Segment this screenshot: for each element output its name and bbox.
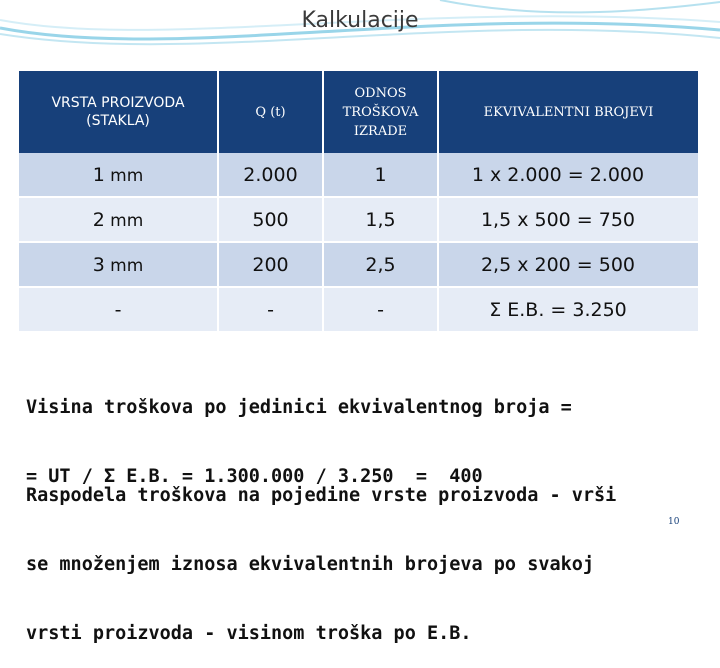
header-odnos-line3: IZRADE xyxy=(353,123,408,139)
vrsta-unit: mm xyxy=(104,210,144,231)
unit-cost-line2: = UT / Σ E.B. = 1.300.000 / 3.250 = 400 xyxy=(26,466,483,487)
cell-vrsta xyxy=(19,197,218,242)
header-odnos xyxy=(323,71,438,153)
cell-q: 500 xyxy=(218,197,323,242)
table-row-total xyxy=(19,287,698,332)
vrsta-unit: mm xyxy=(104,165,144,186)
header-ekvivalentni-label: EKVIVALENTNI BROJEVI xyxy=(483,104,654,120)
vrsta-number: 3 xyxy=(92,253,105,276)
header-vrsta-line1: VRSTA PROIZVODA xyxy=(51,95,185,111)
cell-ekvivalentni: 2,5 x 200 = 500 xyxy=(438,242,698,287)
cost-distribution-paragraph xyxy=(26,438,706,668)
distribution-line3: vrsti proizvoda - visinom troška po E.B. xyxy=(26,623,472,644)
vrsta-unit: mm xyxy=(104,255,144,276)
distribution-line2: se množenjem iznosa ekvivalentnih brojeva po svakoj xyxy=(26,554,595,575)
vrsta-number: 2 xyxy=(92,208,105,231)
table-row xyxy=(19,153,698,197)
header-odnos-line2: TROŠKOVA xyxy=(342,104,419,120)
cell-q: - xyxy=(218,287,323,332)
slide-title: Kalkulacije xyxy=(301,8,419,33)
cell-q: 200 xyxy=(218,242,323,287)
table-row xyxy=(19,242,698,287)
unit-cost-line1: Visina troškova po jedinici ekvivalentnog broja = xyxy=(26,397,572,418)
cell-vrsta xyxy=(19,287,218,332)
cell-vrsta xyxy=(19,242,218,287)
header-vrsta-proizvoda xyxy=(19,71,218,153)
header-vrsta-line2: (STAKLA) xyxy=(86,113,150,129)
header-odnos-line1: ODNOS xyxy=(354,85,407,101)
cell-odnos: 1 xyxy=(323,153,438,197)
cell-odnos: - xyxy=(323,287,438,332)
cell-ekvivalentni: 1,5 x 500 = 750 xyxy=(438,197,698,242)
distribution-line1: Raspodela troškova na pojedine vrste proizvoda - vrši xyxy=(26,485,617,506)
vrsta-number: - xyxy=(114,298,122,321)
cell-odnos: 1,5 xyxy=(323,197,438,242)
cell-ekvivalentni-total: Σ E.B. = 3.250 xyxy=(438,287,698,332)
table-row xyxy=(19,197,698,242)
cell-odnos: 2,5 xyxy=(323,242,438,287)
header-q xyxy=(218,71,323,153)
calculation-table xyxy=(19,71,698,333)
cell-ekvivalentni: 1 x 2.000 = 2.000 xyxy=(438,153,698,197)
cell-vrsta xyxy=(19,153,218,197)
vrsta-number: 1 xyxy=(92,163,105,186)
header-q-label: Q (t) xyxy=(255,104,286,120)
page-number: 10 xyxy=(668,517,680,527)
table-header-row xyxy=(19,71,698,153)
cell-q: 2.000 xyxy=(218,153,323,197)
header-ekvivalentni xyxy=(438,71,698,153)
